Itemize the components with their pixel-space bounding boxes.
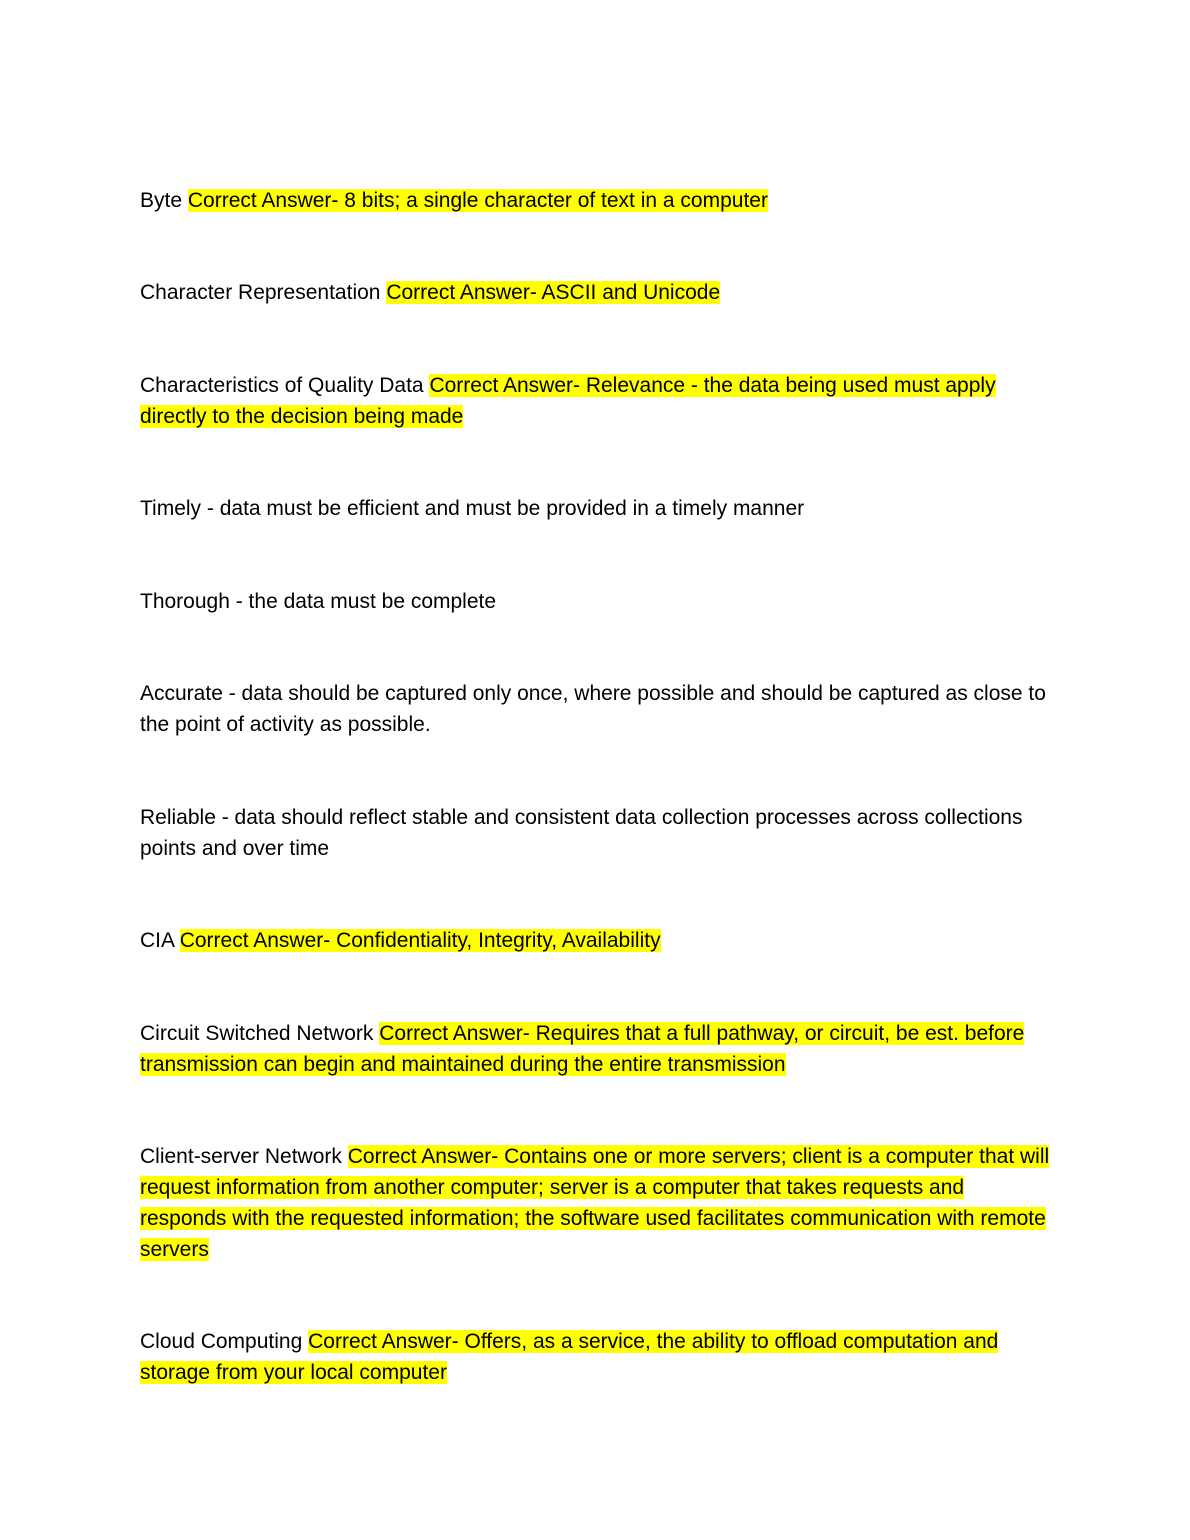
highlighted-answer: Correct Answer- Relevance - the data being used must apply directly to the decision being made <box>140 374 996 428</box>
term: Character Representation <box>140 281 381 304</box>
paragraph-timely: Timely - data must be efficient and must be provided in a timely manner <box>140 497 805 520</box>
term: Byte <box>140 189 183 212</box>
entry-characteristics-quality-data <box>140 370 1055 432</box>
entry-client-server-network <box>140 1141 1055 1265</box>
highlighted-answer: Correct Answer- Offers, as a service, the ability to offload computation and storage from your local computer <box>140 1330 999 1384</box>
term: Circuit Switched Network <box>140 1022 374 1045</box>
term: Characteristics of Quality Data <box>140 374 424 397</box>
entry-character-representation <box>140 277 1055 308</box>
paragraph-reliable: Reliable - data should reflect stable and consistent data collection processes across collections points and over time <box>140 806 1023 860</box>
entry-cia <box>140 925 1055 956</box>
term: Cloud Computing <box>140 1330 303 1353</box>
entry-cloud-computing <box>140 1326 1055 1388</box>
entry-byte <box>140 185 1055 216</box>
entry-circuit-switched-network <box>140 1018 1055 1080</box>
paragraph-accurate: Accurate - data should be captured only once, where possible and should be captured as close to the point of activity as possible. <box>140 682 1046 736</box>
highlighted-answer: Correct Answer- Confidentiality, Integrity, Availability <box>179 929 661 952</box>
highlighted-answer: Correct Answer- 8 bits; a single character of text in a computer <box>187 189 768 212</box>
highlighted-answer: Correct Answer- ASCII and Unicode <box>386 281 721 304</box>
highlighted-answer: Correct Answer- Contains one or more servers; client is a computer that will request information from another computer; server is a computer that takes requests and responds with the requested information; the software used facilitates communication with remote servers <box>140 1145 1050 1261</box>
term: CIA <box>140 929 174 952</box>
highlighted-answer: Correct Answer- Requires that a full pathway, or circuit, be est. before transmission can begin and maintained during the entire transmission <box>140 1022 1025 1076</box>
term: Client-server Network <box>140 1145 342 1168</box>
paragraph-thorough: Thorough - the data must be complete <box>140 590 497 613</box>
